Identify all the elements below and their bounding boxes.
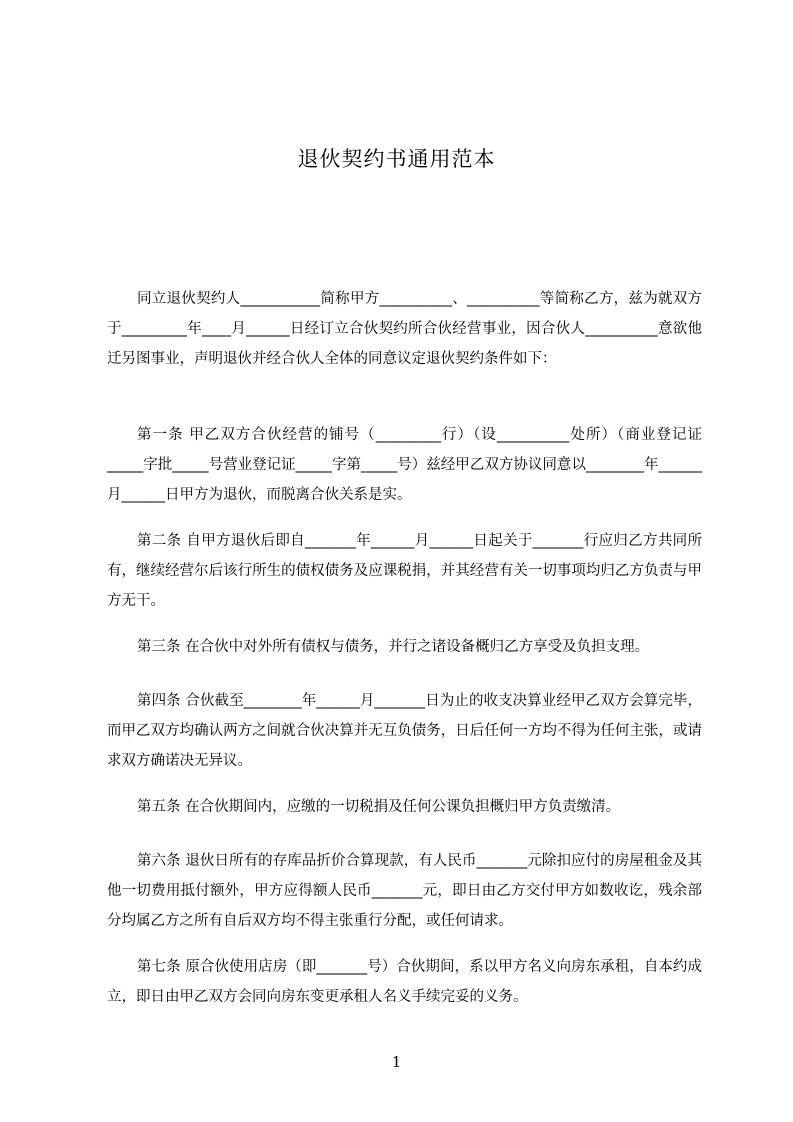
intro-paragraph: 同立退伙契约人___________简称甲方__________、__________等简称乙方，兹为就双方于_________年____月______日经订立合伙契约所合伙经营事业，因合伙人__________意欲他迁另图事业，声明退伙并经合伙人全体的同意议定退伙契约条件如下：: [107, 291, 702, 367]
article-6-paragraph: 第六条 退伙日所有的存库品折价合算现款，有人民币_______元除扣应付的房屋租金及其他一切费用抵付额外，甲方应得额人民币_______元，即日由乙方交付甲方如数收讫，残余部分均属乙方之所有自后双方均不得主张重行分配，或任何请求。: [107, 853, 702, 929]
article-5-paragraph: 第五条 在合伙期间内，应缴的一切税捐及任何公课负担概归甲方负责缴清。: [137, 799, 621, 815]
article-1-paragraph: 第一条 甲乙双方合伙经营的铺号（_________行）（设__________处所）（商业登记证_____字批_____号营业登记证_____字第_____号）兹经甲乙双方协议同意以________年______月______日甲方为退伙，而脱离合伙关系是实。: [107, 427, 702, 503]
article-4-paragraph: 第四条 合伙截至________年______月_______日为止的收支决算业经甲乙双方会算完毕，而甲乙双方均确认两方之间就合伙决算并无互负债务，日后任何一方均不得为任何主张，或请求双方确诺决无异议。: [107, 693, 702, 769]
article-7-paragraph: 第七条 原合伙使用店房（即_______号）合伙期间，系以甲方名义向房东承租，自本约成立，即日由甲乙双方会同向房东变更承租人名义手续完妥的义务。: [107, 959, 702, 1005]
document-title: 退伙契约书通用范本: [297, 147, 496, 171]
page-number: 1: [391, 1053, 402, 1071]
article-2-paragraph: 第二条 自甲方退伙后即自_______年______月______日起关于_______行应归乙方共同所有，继续经营尔后该行所生的债权债务及应课税捐，并其经营有关一切事项均归乙方负责与甲方无干。: [107, 533, 702, 609]
article-3-paragraph: 第三条 在合伙中对外所有债权与债务，并行之诸设备概归乙方享受及负担支理。: [137, 639, 650, 655]
